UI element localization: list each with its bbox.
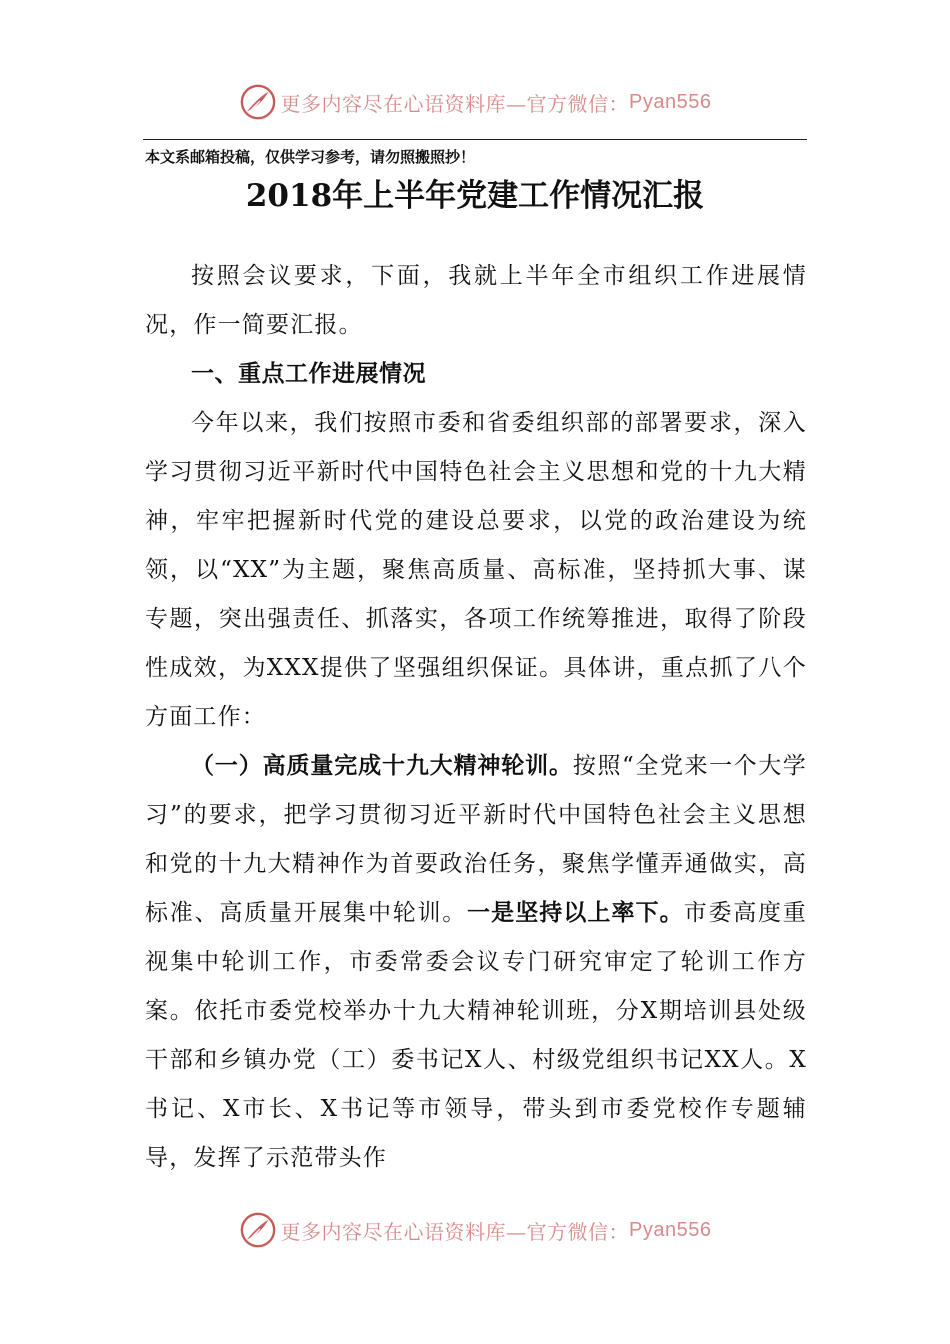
- item-sub-lead: 一是坚持以上率下。: [467, 900, 684, 926]
- header-rule: [143, 139, 807, 140]
- intro-paragraph: 按照会议要求，下面，我就上半年全市组织工作进展情况，作一简要汇报。: [145, 263, 807, 338]
- item-text: 按照“全党来一个大学习”的要求，把学习贯彻习近平新时代中国特色社会主义思想和党的十九大精神作为首要政治任务，聚焦学懂弄通做实，高标准、高质量开展集中轮训。: [145, 753, 808, 926]
- banner-wechat-id: Pyan556: [629, 1218, 712, 1241]
- quill-logo-icon: [239, 83, 277, 121]
- item-text-continued: 市委高度重视集中轮训工作，市委常委会议专门研究审定了轮训工作方案。依托市委党校举办十九大精神轮训班，分X期培训县处级干部和乡镇办党（工）委书记X人、村级党组织书记XX人。X书记、X市长、X书记等市领导，带头到市委党校作专题辅导，发挥了示范带头作: [145, 900, 807, 1171]
- quill-logo-icon: [239, 1211, 277, 1249]
- document-title: 2018年上半年党建工作情况汇报: [245, 178, 705, 214]
- banner-text: 更多内容尽在心语资料库—官方微信：: [280, 1219, 630, 1244]
- submission-notice: 本文系邮箱投稿，仅供学习参考，请勿照搬照抄！: [145, 148, 476, 166]
- header-banner: [0, 82, 950, 122]
- footer-banner: [0, 1210, 950, 1250]
- item-paragraph: [145, 742, 807, 1183]
- section-heading: 一、重点工作进展情况: [191, 361, 426, 387]
- banner-wechat-id: Pyan556: [629, 90, 712, 113]
- item-lead: （一）高质量完成十九大精神轮训。: [191, 753, 573, 779]
- banner-text: 更多内容尽在心语资料库—官方微信：: [280, 91, 630, 116]
- overview-paragraph: 今年以来，我们按照市委和省委组织部的部署要求，深入学习贯彻习近平新时代中国特色社会主义思想和党的十九大精神，牢牢把握新时代党的建设总要求，以党的政治建设为统领，以“XX”为主题，聚焦高质量、高标准，坚持抓大事、谋专题，突出强责任、抓落实，各项工作统筹推进，取得了阶段性成效，为XXX提供了坚强组织保证。具体讲，重点抓了八个方面工作：: [145, 410, 807, 730]
- document-body: [145, 252, 807, 1183]
